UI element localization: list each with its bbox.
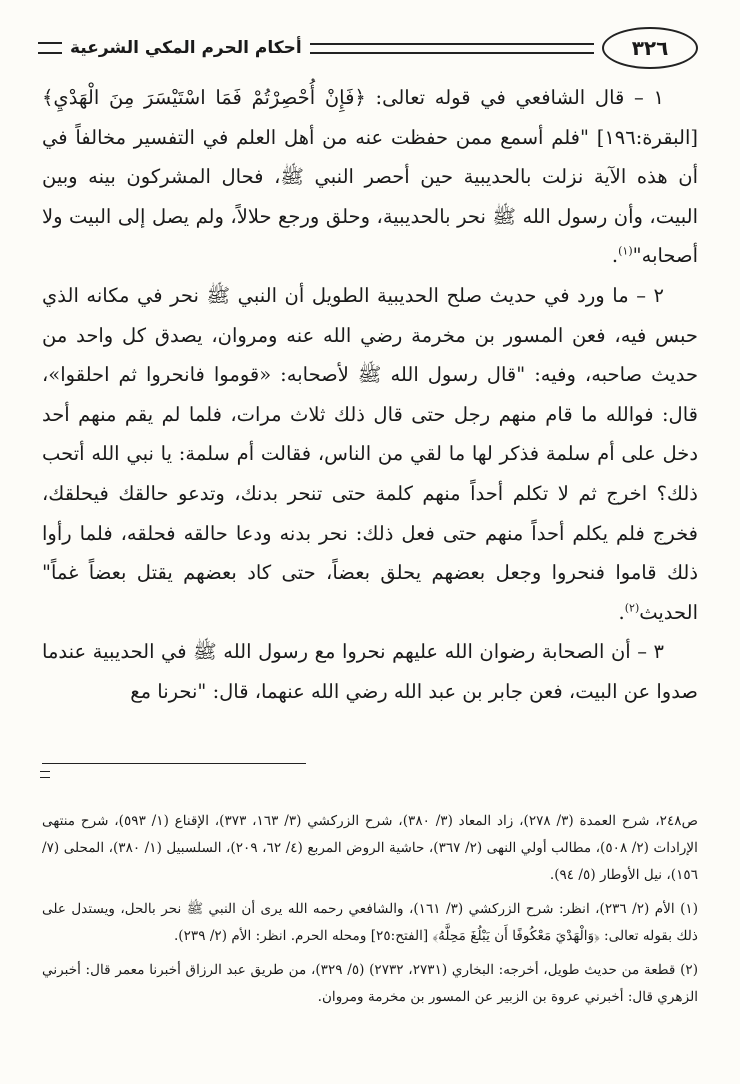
running-title: أحكام الحرم المكي الشرعية: [70, 38, 302, 58]
footnote-divider: [42, 763, 306, 764]
footnote-ref-1: (١): [618, 244, 633, 258]
paragraph-3-text: ٣ – أن الصحابة رضوان الله عليهم نحروا مع رسول الله ﷺ في الحديبية عندما صدوا عن البيت، فعن جابر بن عبد الله رضي الله عنهما، قال: "نحرنا مع: [42, 640, 698, 703]
paragraph-1: [42, 78, 698, 276]
footnote-continuation: ص٢٤٨، شرح العمدة (٣/ ٢٧٨)، زاد المعاد (٣/ ٣٨٠)، شرح الزركشي (٣/ ١٦٣، ٣٧٣)، الإقناع (١/ ٥٩٣)، شرح منتهى الإرادات (٢/ ٥٠٨)، مطالب أولي النهى (٢/ ٣٦٧)، حاشية الروض المربع (٤/ ٦٢، ٢٠٩)، السلسبيل (١/ ٣٨٠)، المحلى (٧/ ١٥٦)، نيل الأوطار (٥/ ٩٤).: [42, 813, 699, 883]
footnote-ref-2: (٢): [624, 601, 640, 615]
paragraph-2-end: .: [618, 600, 625, 624]
main-text: [42, 78, 698, 712]
page-header: [38, 28, 698, 68]
paragraph-2-text: ٢ – ما ورد في حديث صلح الحديبية الطويل أن النبي ﷺ نحر في مكانه الذي حبس فيه، فعن المسور بن مخرمة رضي الله عنه ومروان، يصدق كل واحد من حديث صاحبه، وفيه: "قال رسول الله ﷺ لأصحابه: «قوموا فانحروا ثم احلقوا»، قال: فوالله ما قام منهم رجل حتى قال ذلك ثلاث مرات، فلما لم يقم منهم أحد دخل على أم سلمة فذكر لها ما لقي من الناس، فقالت أم سلمة: يا نبي الله أتحب ذلك؟ اخرج ثم لا تكلم أحداً منهم كلمة حتى تنحر بدنك، وتدعو حالقك فيحلقك، فخرج فلم يكلم أحداً منهم حتى فعل ذلك: نحر بدنه ودعا حالقه فحلقه، فلما رأوا ذلك قاموا فنحروا وجعل بعضهم يحلق بعضاً، حتى كاد بعضهم يقتل بعضاً غماً" الحديث: [42, 283, 698, 624]
paragraph-3: [42, 632, 698, 711]
paragraph-1-end: .: [611, 244, 619, 268]
footnotes: [42, 808, 698, 1018]
header-rule: [310, 43, 594, 54]
page-number: ٣٢٦: [602, 27, 698, 69]
header-left-ornament: [38, 42, 62, 54]
paragraph-2: [42, 276, 698, 632]
footnote-1: (١) الأم (٢/ ٢٣٦)، انظر: شرح الزركشي (٣/ ١٦١)، والشافعي رحمه الله يرى أن النبي ﷺ نحر بالحل، ويستدل على ذلك بقوله تعالى: ﴿وَالْهَدْيَ مَعْكُوفًا أَن يَبْلُغَ مَحِلَّهُ﴾ [الفتح:٢٥] ومحله الحرم. انظر: الأم (٢/ ٢٣٩).: [42, 901, 698, 944]
footnote-continuation-mark: [40, 771, 50, 778]
paragraph-1-text: ١ – قال الشافعي في قوله تعالى: ﴿فَإِنْ أُحْصِرْتُمْ فَمَا اسْتَيْسَرَ مِنَ الْهَدْيِ﴾ [البقرة:١٩٦] "فلم أسمع ممن حفظت عنه من أهل العلم في التفسير مخالفاً في أن هذه الآية نزلت بالحديبية حين أحصر النبي ﷺ، فحال المشركون بينه وبين البيت، وأن رسول الله ﷺ نحر بالحديبية، وحلق ورجع حلالاً، ولم يصل إلى البيت ولا أصحابه": [42, 86, 698, 268]
footnote-2: (٢) قطعة من حديث طويل، أخرجه: البخاري (٢٧٣١، ٢٧٣٢) (٥/ ٣٢٩)، من طريق عبد الرزاق أخبرنا معمر قال: أخبرني الزهري قال: أخبرني عروة بن الزبير عن المسور بن مخرمة ومروان.: [42, 962, 698, 1005]
